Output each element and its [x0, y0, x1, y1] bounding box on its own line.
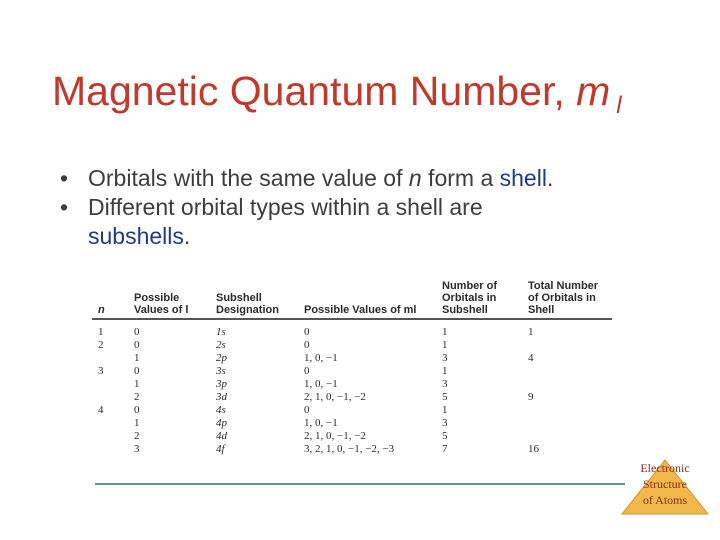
cell-l: 0	[134, 339, 140, 351]
table-body	[92, 319, 612, 456]
cell-orbitals: 3	[442, 417, 448, 429]
cell-subshell: 4d	[216, 430, 227, 442]
cell-l: 0	[134, 404, 140, 416]
cell-ml: 0	[304, 326, 310, 338]
table-row	[92, 378, 612, 391]
cell-orbitals: 3	[442, 352, 448, 364]
cell-subshell: 1s	[216, 326, 226, 338]
table-row	[92, 404, 612, 417]
cell-total: 9	[528, 391, 534, 403]
cell-n: 1	[98, 326, 104, 338]
cell-subshell: 4s	[216, 404, 226, 416]
cell-ml: 0	[304, 365, 310, 377]
cell-total	[522, 417, 612, 430]
table-row	[92, 430, 612, 443]
cell-l: 0	[134, 326, 140, 338]
title-symbol: m	[576, 68, 611, 114]
cell-subshell: 3p	[216, 378, 227, 390]
cell-n	[92, 443, 128, 456]
table-row	[92, 365, 612, 378]
cell-n	[92, 417, 128, 430]
cell-n	[92, 352, 128, 365]
bullet-text: Orbitals with the same value of	[88, 165, 409, 191]
header-ml: Possible Values of ml	[298, 280, 436, 319]
cell-orbitals: 7	[442, 443, 448, 455]
cell-total: 4	[528, 352, 534, 364]
cell-ml: 2, 1, 0, −1, −2	[304, 391, 366, 403]
table-header-row	[92, 280, 612, 319]
cell-ml: 2, 1, 0, −1, −2	[304, 430, 366, 442]
cell-n: 2	[98, 339, 104, 351]
title-text: Magnetic Quantum Number,	[52, 68, 577, 114]
bullet-accent: subshells	[88, 223, 184, 249]
cell-l: 1	[134, 417, 140, 429]
cell-total	[522, 430, 612, 443]
badge-line-2: Structure	[643, 477, 687, 491]
cell-n	[92, 430, 128, 443]
header-l: Possible Values of l	[128, 280, 210, 319]
bullet-item	[60, 164, 553, 193]
cell-total	[522, 365, 612, 378]
bullet-dot-icon: •	[60, 194, 69, 220]
cell-total: 1	[528, 326, 534, 338]
cell-n: 3	[98, 365, 104, 377]
header-subshell: Subshell Designation	[210, 280, 298, 319]
cell-n: 4	[98, 404, 104, 416]
cell-subshell: 4f	[216, 443, 225, 455]
table-row	[92, 417, 612, 430]
cell-l: 0	[134, 365, 140, 377]
bullet-text: Different orbital types within a shell are	[88, 194, 483, 220]
cell-total	[522, 378, 612, 391]
cell-total	[522, 404, 612, 417]
cell-l: 1	[134, 352, 140, 364]
bullet-italic: n	[408, 165, 422, 191]
cell-orbitals: 1	[442, 339, 448, 351]
cell-subshell: 2p	[216, 352, 227, 364]
cell-ml: 1, 0, −1	[304, 417, 338, 429]
divider-rule	[95, 483, 625, 485]
cell-l: 2	[134, 430, 140, 442]
bullet-text: form a	[421, 165, 500, 191]
table-row	[92, 352, 612, 365]
bullet-accent: shell	[499, 165, 547, 191]
cell-l: 2	[134, 391, 140, 403]
bullet-text: .	[546, 165, 554, 191]
badge-line-3: of Atoms	[642, 493, 688, 507]
table-row	[92, 339, 612, 352]
bullet-continuation	[88, 222, 553, 251]
cell-subshell: 4p	[216, 417, 227, 429]
cell-orbitals: 1	[442, 404, 448, 416]
header-total: Total Number of Orbitals in Shell	[522, 280, 612, 319]
cell-orbitals: 5	[442, 391, 448, 403]
cell-total	[522, 339, 612, 352]
cell-orbitals: 3	[442, 378, 448, 390]
cell-ml: 0	[304, 404, 310, 416]
bullet-item	[60, 193, 553, 251]
cell-orbitals: 1	[442, 326, 448, 338]
table-row	[92, 319, 612, 339]
orbital-table	[92, 280, 612, 456]
cell-subshell: 3s	[216, 365, 226, 377]
cell-total: 16	[528, 443, 539, 455]
bullet-list	[60, 164, 553, 251]
cell-orbitals: 5	[442, 430, 448, 442]
badge-line-1: Electronic	[640, 461, 690, 475]
cell-l: 3	[134, 443, 140, 455]
bullet-dot-icon: •	[60, 165, 69, 191]
cell-n	[92, 378, 128, 391]
cell-ml: 0	[304, 339, 310, 351]
bullet-text: .	[183, 223, 191, 249]
electronic-structure-badge	[620, 458, 710, 516]
cell-orbitals: 1	[442, 365, 448, 377]
cell-l: 1	[134, 378, 140, 390]
badge-text	[620, 460, 710, 508]
cell-ml: 1, 0, −1	[304, 378, 338, 390]
header-n: n	[92, 280, 128, 319]
cell-subshell: 2s	[216, 339, 226, 351]
header-orbitals: Number of Orbitals in Subshell	[436, 280, 522, 319]
table-row	[92, 443, 612, 456]
cell-n	[92, 391, 128, 404]
title-subscript: l	[616, 92, 622, 119]
cell-ml: 3, 2, 1, 0, −1, −2, −3	[304, 443, 395, 455]
cell-subshell: 3d	[216, 391, 227, 403]
table-row	[92, 391, 612, 404]
cell-ml: 1, 0, −1	[304, 352, 338, 364]
slide-title	[52, 68, 622, 120]
